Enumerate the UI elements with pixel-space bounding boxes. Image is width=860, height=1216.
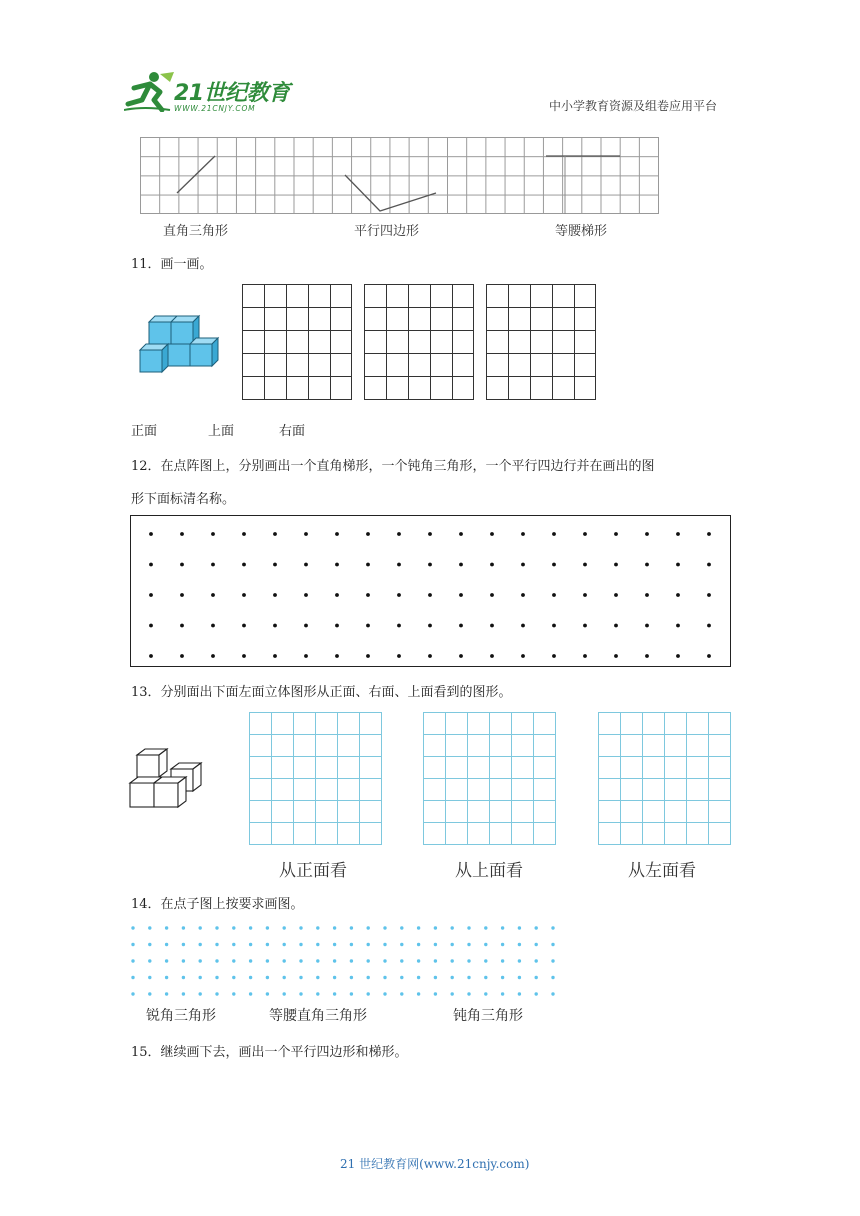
dot (148, 992, 151, 995)
dot (417, 943, 420, 946)
dot (676, 654, 680, 658)
q15-title: 15．继续画下去，画出一个平行四边形和梯形。 (131, 1045, 408, 1060)
dot (484, 943, 487, 946)
dot (518, 943, 521, 946)
dot (400, 959, 403, 962)
dot (434, 959, 437, 962)
dot (182, 943, 185, 946)
dot (149, 532, 153, 536)
dot (232, 959, 235, 962)
dot (366, 532, 370, 536)
dot (645, 563, 649, 567)
dot (645, 593, 649, 597)
q12-dot-grid (131, 516, 730, 666)
dot (299, 926, 302, 929)
dot (521, 624, 525, 628)
dot (551, 976, 554, 979)
dot (383, 992, 386, 995)
dot (148, 959, 151, 962)
q13-caption-left: 从左面看 (628, 861, 696, 881)
dot (518, 992, 521, 995)
dot (199, 976, 202, 979)
q11-label-right: 右面 (279, 424, 306, 439)
q12-text-line1: 12．在点阵图上，分别画出一个直角梯形，一个钝角三角形，一个平行四边行并在画出的图 (131, 459, 655, 474)
dot (149, 624, 153, 628)
dot (148, 943, 151, 946)
footer-link[interactable]: 21 世纪教育网(www.21cnjy.com) (340, 1157, 530, 1171)
dot (535, 992, 538, 995)
dot (428, 654, 432, 658)
dot (232, 943, 235, 946)
dot (350, 926, 353, 929)
dot (707, 624, 711, 628)
dot (249, 943, 252, 946)
q13-caption-top: 从上面看 (455, 861, 523, 881)
dot (242, 563, 246, 567)
cube-bottom-middle (168, 344, 190, 366)
dot (434, 976, 437, 979)
top-label-right-triangle: 直角三角形 (163, 224, 229, 239)
dot (645, 654, 649, 658)
dot (335, 654, 339, 658)
dot (316, 976, 319, 979)
dot (383, 943, 386, 946)
dot (535, 926, 538, 929)
dot (521, 654, 525, 658)
dot (215, 976, 218, 979)
dot (417, 976, 420, 979)
dot (283, 959, 286, 962)
dot (182, 976, 185, 979)
top-label-isosceles-trapezoid: 等腰梯形 (555, 224, 608, 239)
dot (149, 654, 153, 658)
dot (131, 992, 134, 995)
dot (518, 926, 521, 929)
dot (583, 532, 587, 536)
dot (501, 926, 504, 929)
dot (131, 943, 134, 946)
dot (459, 654, 463, 658)
logo-url: WWW.21CNJY.COM (174, 104, 256, 113)
dot (211, 563, 215, 567)
dot (417, 959, 420, 962)
dot (434, 992, 437, 995)
cube-bottom-left (140, 344, 168, 372)
blue-cubes-figure (136, 312, 226, 374)
dot (215, 959, 218, 962)
dot (583, 593, 587, 597)
dot (333, 943, 336, 946)
dot (366, 654, 370, 658)
dot (397, 593, 401, 597)
dot (283, 976, 286, 979)
dot (211, 624, 215, 628)
q13-title: 13．分别面出下面左面立体图形从正面、右面、上面看到的图形。 (131, 685, 512, 700)
dot (211, 593, 215, 597)
dot (521, 593, 525, 597)
dot (417, 926, 420, 929)
dot (165, 943, 168, 946)
dot (335, 593, 339, 597)
dot (467, 926, 470, 929)
dot (299, 959, 302, 962)
dot (304, 654, 308, 658)
dot (211, 654, 215, 658)
dot (676, 593, 680, 597)
dot (397, 624, 401, 628)
dot (131, 959, 134, 962)
dot (707, 563, 711, 567)
dot (148, 926, 151, 929)
parallelogram-segments (345, 175, 436, 211)
dot (316, 943, 319, 946)
q12-text-line2: 形下面标清名称。 (131, 492, 236, 507)
dot (397, 532, 401, 536)
dot (242, 532, 246, 536)
dot (299, 992, 302, 995)
dot (501, 943, 504, 946)
platform-title: 中小学教育资源及组卷应用平台 (549, 99, 718, 113)
dot (490, 624, 494, 628)
q12-dot-grid-box[interactable] (130, 515, 731, 667)
dot (467, 976, 470, 979)
dot (199, 992, 202, 995)
q13-grid-left[interactable] (598, 712, 731, 845)
q11-grid-right[interactable] (486, 284, 596, 400)
q14-label-acute: 锐角三角形 (146, 1008, 216, 1024)
dot (335, 563, 339, 567)
dot (299, 976, 302, 979)
q11-label-top: 上面 (208, 424, 235, 439)
dot (614, 624, 618, 628)
dot (165, 976, 168, 979)
dot (242, 654, 246, 658)
dot (165, 926, 168, 929)
dot (367, 959, 370, 962)
dot (552, 624, 556, 628)
dot (383, 959, 386, 962)
dot (501, 959, 504, 962)
dot (249, 926, 252, 929)
dot (367, 976, 370, 979)
dot (249, 959, 252, 962)
q11-grid-front[interactable] (242, 284, 352, 400)
dot (215, 926, 218, 929)
dot (333, 959, 336, 962)
dot (199, 943, 202, 946)
dot (521, 532, 525, 536)
dot (304, 563, 308, 567)
dot (552, 532, 556, 536)
dot (383, 926, 386, 929)
cube-bottom-right (190, 338, 218, 366)
dot (180, 624, 184, 628)
dot (645, 624, 649, 628)
dot (333, 976, 336, 979)
dot (266, 992, 269, 995)
q11-label-front: 正面 (131, 424, 158, 439)
dot (583, 654, 587, 658)
dot (242, 593, 246, 597)
dot (451, 959, 454, 962)
dot (232, 976, 235, 979)
q13-grid-front[interactable] (249, 712, 382, 845)
dot (707, 593, 711, 597)
dot (299, 943, 302, 946)
dot (335, 624, 339, 628)
dot (614, 654, 618, 658)
dot (451, 992, 454, 995)
dot (366, 593, 370, 597)
dot (131, 976, 134, 979)
dot (459, 532, 463, 536)
dot (434, 926, 437, 929)
dot (242, 624, 246, 628)
dot (266, 959, 269, 962)
dot (304, 593, 308, 597)
dot (490, 593, 494, 597)
dot (199, 926, 202, 929)
dot (451, 943, 454, 946)
dot (180, 593, 184, 597)
q13-caption-front: 从正面看 (279, 861, 347, 881)
dot (232, 926, 235, 929)
dot (400, 992, 403, 995)
dot (273, 563, 277, 567)
dot (552, 654, 556, 658)
dot (645, 532, 649, 536)
dot (614, 593, 618, 597)
dot (428, 563, 432, 567)
dot (333, 992, 336, 995)
dot (149, 593, 153, 597)
dot (180, 563, 184, 567)
dot (304, 624, 308, 628)
dot (552, 593, 556, 597)
dot (266, 943, 269, 946)
dot (367, 992, 370, 995)
dot (459, 563, 463, 567)
dot (350, 992, 353, 995)
q14-dot-grid[interactable] (128, 922, 568, 1000)
dot (676, 532, 680, 536)
dot (484, 976, 487, 979)
dot (400, 976, 403, 979)
dot (707, 532, 711, 536)
dot (350, 959, 353, 962)
white-cubes-figure (127, 745, 207, 809)
dot (551, 926, 554, 929)
dot (459, 593, 463, 597)
dot (467, 959, 470, 962)
dot (434, 943, 437, 946)
dot (583, 563, 587, 567)
right-triangle-segment (177, 156, 215, 193)
dot (484, 959, 487, 962)
top-grid-drawings (140, 137, 659, 214)
q11-grid-top[interactable] (364, 284, 474, 400)
dot (552, 563, 556, 567)
dot (335, 532, 339, 536)
dot (215, 943, 218, 946)
runner-logo-icon (124, 70, 176, 112)
dot (383, 976, 386, 979)
dot (333, 926, 336, 929)
dot (428, 532, 432, 536)
dot (165, 959, 168, 962)
dot (149, 563, 153, 567)
dot (551, 943, 554, 946)
dot (518, 976, 521, 979)
dot (484, 926, 487, 929)
dot (273, 654, 277, 658)
dot (350, 976, 353, 979)
dot (249, 976, 252, 979)
top-label-parallelogram: 平行四边形 (354, 224, 420, 239)
dot (676, 624, 680, 628)
dot (180, 532, 184, 536)
dot (148, 976, 151, 979)
dot (180, 654, 184, 658)
dot (484, 992, 487, 995)
dot (417, 992, 420, 995)
dot (366, 563, 370, 567)
dot (551, 959, 554, 962)
dot (266, 976, 269, 979)
dot (535, 959, 538, 962)
dot (518, 959, 521, 962)
dot (614, 532, 618, 536)
dot (707, 654, 711, 658)
q14-label-obtuse: 钝角三角形 (453, 1008, 523, 1024)
dot (232, 992, 235, 995)
dot (304, 532, 308, 536)
dot (467, 943, 470, 946)
dot (165, 992, 168, 995)
dot (397, 654, 401, 658)
header-logo (124, 68, 294, 114)
dot (182, 959, 185, 962)
dot (367, 943, 370, 946)
dot (400, 943, 403, 946)
dot (182, 926, 185, 929)
dot (366, 624, 370, 628)
dot (451, 926, 454, 929)
q11-title: 11．画一画。 (131, 257, 213, 272)
dot (350, 943, 353, 946)
dot (583, 624, 587, 628)
q13-grid-top[interactable] (423, 712, 556, 845)
q14-label-isosceles-right: 等腰直角三角形 (269, 1008, 367, 1024)
dot (249, 992, 252, 995)
dot (490, 563, 494, 567)
dot (428, 593, 432, 597)
dot (501, 976, 504, 979)
dot (211, 532, 215, 536)
dot (467, 992, 470, 995)
dot (521, 563, 525, 567)
dot (283, 926, 286, 929)
dot (273, 624, 277, 628)
dot (614, 563, 618, 567)
dot (535, 976, 538, 979)
dot (316, 959, 319, 962)
dot (215, 992, 218, 995)
dot (273, 532, 277, 536)
dot (283, 992, 286, 995)
dot (535, 943, 538, 946)
dot (551, 992, 554, 995)
dot (451, 976, 454, 979)
logo-text: 21世纪教育 (174, 81, 290, 106)
dot (367, 926, 370, 929)
dot (676, 563, 680, 567)
dot (273, 593, 277, 597)
dot (459, 624, 463, 628)
dot (490, 654, 494, 658)
dot (400, 926, 403, 929)
dot (283, 943, 286, 946)
dot (501, 992, 504, 995)
dot (199, 959, 202, 962)
dot (266, 926, 269, 929)
dot (428, 624, 432, 628)
dot (490, 532, 494, 536)
dot (131, 926, 134, 929)
dot (316, 926, 319, 929)
dot (316, 992, 319, 995)
dot (182, 992, 185, 995)
q14-title: 14．在点子图上按要求画图。 (131, 897, 304, 912)
dot (397, 563, 401, 567)
